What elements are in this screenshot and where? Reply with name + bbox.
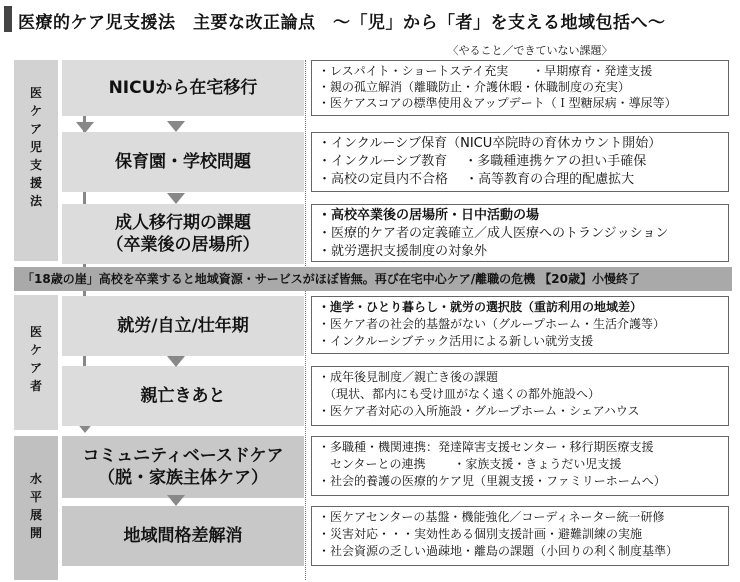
side-label-char: 児 (29, 140, 42, 154)
item-school: 保育園・学校問題 (62, 132, 304, 192)
side-label-char: 者 (29, 379, 42, 393)
issue-box-employment: ・進学・ひとり暮らし・就労の選択肢（重訪利用の地域差） ・医ケア者の社会的基盤がない（グループホーム・生活介護等） ・インクルーシブテック活用による新しい就労支援 (311, 296, 729, 354)
side-label-bottom (14, 436, 58, 580)
side-label-char: ア (29, 361, 42, 375)
issue-box-after-parents: ・成年後見制度／親亡き後の課題 （現状、都内にも受け皿がなく遠くの都外施設へ） ・医ケア者対応の入所施設・グループホーム・シェアハウス (311, 366, 729, 426)
item-nicu: NICUから在宅移行 (62, 60, 304, 116)
issue-box-nicu: ・レスパイト・ショートステイ充実 ・早期療育・発達支援 ・親の孤立解消（離職防止・介護休暇・休職制度の充実） ・医ケアスコアの標準使用＆アップデート（Ｉ型糖尿病・導尿等） (311, 60, 729, 116)
down-arrow-icon (167, 121, 185, 132)
issue-box-regional: ・医ケアセンターの基盤・機能強化／コーディネーター統一研修 ・災害対応・・・実効性ある個別支援計画・避難訓練の実施 ・社会資源の乏しい過疎地・離島の課題（小回りの利く制度基準） (311, 506, 729, 566)
issue-box-school: ・インクルーシブ保育（NICU卒院時の育休カウント開始） ・インクルーシブ教育 ・多職種連携ケアの担い手確保 ・高校の定員内不合格 ・高等教育の合理的配慮拡大 (311, 132, 729, 192)
side-label-top-text (14, 84, 58, 210)
side-label-char: 水 (29, 472, 42, 486)
issue-box-community: ・多職種・機関連携：発達障害支援センター・移行期医療支援 センターとの連携 ・家族支援・きょうだい児支援 ・社会的養護の医療的ケア児（里親支援・ファミリーホームへ） (311, 436, 729, 496)
side-label-char: 展 (29, 508, 42, 522)
page-title: 医療的ケア児支援法 主要な改正論点 ～「児」から「者」を支える地域包括へ～ (18, 13, 666, 33)
side-label-char: ケ (29, 343, 42, 357)
dotted-separator (305, 60, 306, 580)
item-regional-gap: 地域間格差解消 (62, 506, 304, 566)
side-label-char: 開 (29, 526, 42, 540)
issue-box-adult: ・高校卒業後の居場所・日中活動の場 ・医療的ケア者の定義確立／成人医療へのトランジッション ・就労選択支援制度の対象外 (311, 204, 729, 262)
side-label-char: 法 (29, 194, 42, 208)
side-label-char: 援 (29, 176, 42, 190)
side-label-char: ア (29, 122, 42, 136)
down-arrow-icon (167, 356, 185, 367)
side-label-char: 平 (29, 490, 42, 504)
side-label-char: 支 (29, 158, 42, 172)
item-community-care: コミュニティベースドケア （脱・家族主体ケア） (62, 436, 304, 498)
title-accent-bar (4, 6, 12, 32)
item-employment: 就労/自立/壮年期 (62, 296, 304, 356)
item-after-parents: 親亡きあと (62, 366, 304, 426)
item-adult-transition: 成人移行期の課題 （卒業後の居場所） (62, 204, 304, 264)
side-label-char: 医 (29, 86, 42, 100)
side-label-char: 医 (29, 325, 42, 339)
down-arrow-icon (167, 495, 185, 506)
cliff-band: 「18歳の崖」高校を卒業すると地域資源・サービスがほぼ皆無。再び在宅中心ケア/離職の危機 【20歳】小慢終了 (14, 267, 732, 291)
side-label-char: ケ (29, 104, 42, 118)
side-label-middle (14, 295, 58, 430)
side-label-bottom-text (14, 470, 58, 542)
issues-column-header: 〈やること／できていない課題〉 (447, 44, 613, 57)
side-label-top (14, 60, 58, 261)
side-label-middle-text (14, 323, 58, 395)
down-arrow-icon (167, 193, 185, 204)
